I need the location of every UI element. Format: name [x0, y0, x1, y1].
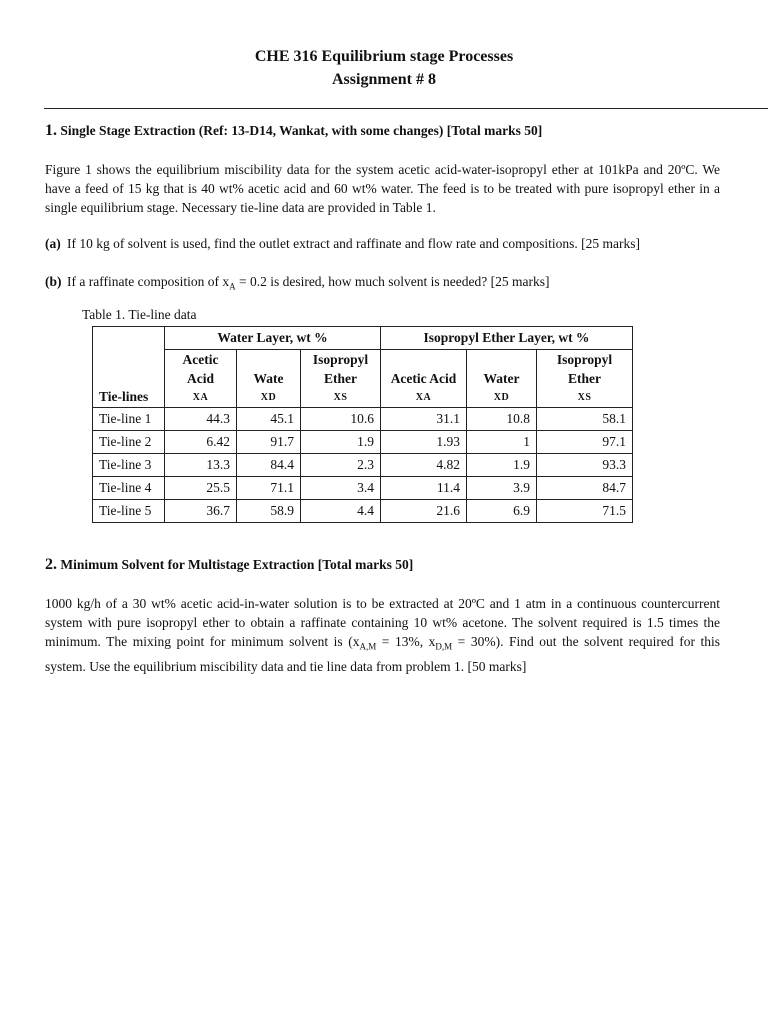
question-1-number: 1. — [45, 122, 57, 139]
table-row: Tie-line 3 13.3 84.4 2.3 4.82 1.9 93.3 — [93, 454, 633, 477]
ether-ether-header: Isopropyl Ether XS — [537, 350, 633, 408]
document-title: CHE 316 Equilibrium stage Processes — [254, 48, 514, 65]
question-1a — [45, 234, 720, 253]
table-row: Tie-line 1 44.3 45.1 10.6 31.1 10.8 58.1 — [93, 408, 633, 431]
ether-acetic-acid-header: Acetic Acid XA — [381, 350, 467, 408]
question-1-intro: Figure 1 shows the equilibrium miscibility data for the system acetic acid-water-isopropyl ether at 101kPa and 20ºC. We have a feed of 15 kg that is 40 wt% acetic acid and 60 wt% water. The feed is to be treated with pure isopropyl ether in a single equilibrium stage. Necessary tie-line data are provided in Table 1. — [45, 162, 720, 215]
question-2-body: 1000 kg/h of a 30 wt% acetic acid-in-water solution is to be extracted at 20ºC and 1 atm in a continuous countercurrent system with pure isopropyl ether to obtain a raffinate containing 10 wt% acetone. The solvent required is 1.5 times the minimum. The mixing point for minimum solvent is ($x_{A,M} = 13\%$, $x_{D,M} = 30\%$). Find out the solvent required for this system. Use the equilibrium miscibility data and tie line data from problem 1. [50 marks] — [45, 596, 720, 674]
ether-water-header: Water XD — [467, 350, 537, 408]
question-1-title — [45, 122, 542, 140]
table-caption: Table 1. Tie-line data — [82, 307, 197, 322]
question-2-title — [45, 556, 413, 574]
question-1-title-text: Single Stage Extraction (Ref: 13-D14, Wankat, with some changes) [Total marks 50] — [60, 123, 543, 138]
assignment-number: Assignment # 8 — [331, 71, 436, 88]
question-1b — [45, 272, 720, 297]
question-2-number: 2. — [45, 556, 57, 573]
question-2-title-text: Minimum Solvent for Multistage Extraction [Total marks 50] — [60, 557, 414, 572]
water-layer-header: Water Layer, wt % — [165, 327, 381, 350]
tie-lines-header: Tie-lines — [93, 327, 165, 408]
question-1a-text: If 10 kg of solvent is used, find the outlet extract and raffinate and flow rate and compositions. [25 marks] — [67, 236, 640, 251]
ether-layer-header: Isopropyl Ether Layer, wt % — [381, 327, 633, 350]
question-1a-label: (a) — [45, 236, 61, 251]
tie-line-table — [92, 326, 633, 523]
table-row: Tie-line 5 36.7 58.9 4.4 21.6 6.9 71.5 — [93, 500, 633, 523]
water-ether-header: Isopropyl Ether XS — [301, 350, 381, 408]
question-1b-label: (b) — [45, 274, 62, 289]
header-divider — [44, 108, 768, 109]
table-row: Tie-line 4 25.5 71.1 3.4 11.4 3.9 84.7 — [93, 477, 633, 500]
question-1b-subscript: A — [229, 281, 236, 292]
question-1b-text-post: = 0.2 is desired, how much solvent is needed? [25 marks] — [235, 274, 550, 289]
table-row: Tie-line 2 6.42 91.7 1.9 1.93 1 97.1 — [93, 431, 633, 454]
water-water-header: Wate XD — [237, 350, 301, 408]
water-acetic-acid-header: Acetic Acid XA — [165, 350, 237, 408]
question-1b-text-pre: If a raffinate composition of x — [67, 274, 230, 289]
